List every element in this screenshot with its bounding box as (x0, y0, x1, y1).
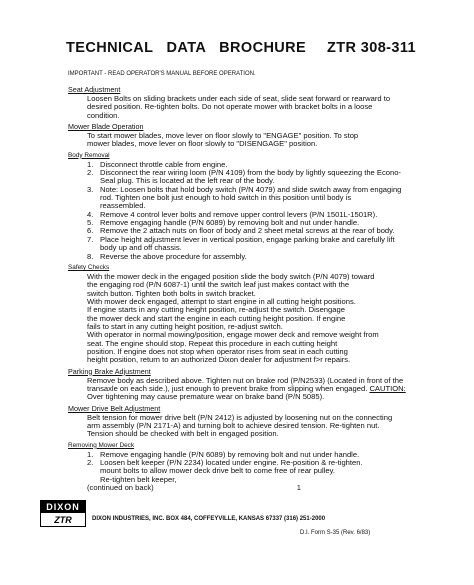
text-line: Remove 4 control lever bolts and remove upper control levers (P/N 1501L-1501R). (100, 209, 378, 219)
section-safety-checks (60, 264, 428, 365)
item-number: 3. (87, 184, 94, 194)
section-text (87, 95, 428, 120)
section-text (87, 132, 428, 149)
list-item (87, 459, 428, 484)
text-line: height position, return to an authorized Dixon dealer for adjustment f>r repairs. (87, 355, 351, 365)
section-heading: Removing Mower Deck (68, 441, 135, 449)
item-number: 5. (87, 218, 94, 228)
company-address: DIXON INDUSTRIES, INC. BOX 484, COFFEYVILLE, KANSAS 67337 (316) 251-2000 (92, 516, 326, 522)
text-line: mount bolts to allow mower deck drive belt to come free of rear pulley. (100, 466, 335, 476)
text-line: Remove engaging handle (P/N 6089) by removing bolt and nut under handle. (100, 218, 360, 228)
text-line: Belt tension for mower drive belt (P/N 2412) is adjusted by loosening nut on the connecting (87, 412, 393, 422)
text-line: Loosen belt keeper (P/N 2234) located under engine. Re-position & re-tighten. (100, 458, 363, 468)
text-line: arm assembly (P/N 2171-A) and turning bolt to achieve desired tension. Re-tighten nut. (87, 421, 380, 430)
page-number: 1 (296, 483, 301, 493)
section-heading: Safety Checks (68, 263, 110, 271)
numbered-list (87, 161, 428, 261)
text-line: desired position. Re-tighten bolts. Do not operate mower with bracket bolts in a loose (87, 102, 373, 112)
section-text (87, 273, 428, 365)
item-number: 2. (87, 458, 94, 468)
logo-dixon-text: DIXON (41, 501, 85, 513)
text-line: reassembled. (100, 201, 146, 211)
section-heading: Seat Adjustment (68, 85, 121, 94)
item-number: 8. (87, 251, 94, 261)
text-line: With the mower deck in the engaged position slide the body switch (P/N 4079) toward (87, 271, 375, 281)
text-line: Remove the 2 attach nuts on floor of body and 2 sheet metal screws at the rear of body. (100, 226, 395, 236)
list-item (87, 186, 428, 211)
text-line: the mower deck and start the engine in each cutting height position. If engine (87, 313, 346, 323)
text-line: Remove engaging handle (P/N 6089) by removing bolt and nut under handle. (100, 449, 360, 459)
text-line: position. If engine does not stop when operator rises from seat in each cutting (87, 346, 348, 356)
text-line: fails to start in any cutting height position, re-adjust switch. (87, 321, 283, 331)
text-line: mower blades, move lever on floor slowly to "DISENGAGE" position. (87, 139, 318, 149)
text-line: Place height adjustment lever in vertical position, engage parking brake and carefully lift (100, 234, 395, 244)
text-line: If engine starts in any cutting height position, re-adjust the switch. Disengage (87, 305, 345, 315)
item-number: 6. (87, 226, 94, 236)
section-heading: Parking Brake Adjustment (68, 366, 151, 376)
continued-row (87, 484, 301, 492)
caution-label: CAUTION: (369, 383, 406, 393)
item-number: 2. (87, 168, 94, 178)
form-number: D.I. Form S-35 (Rev. 6/83) (300, 530, 371, 536)
text-line: Note: Loosen bolts that hold body switch (P/N 4079) and slide switch away from engaging (100, 184, 402, 194)
item-text (100, 459, 428, 484)
section-heading: Mower Drive Belt Adjustment (68, 403, 161, 413)
text-line: seat. The engine should stop. Repeat this procedure in each cutting height (87, 338, 338, 348)
text-line: Disconnect the rear wiring loom (P/N 4109) from the body by lightly squeezing the Econo- (100, 168, 401, 178)
section-mower-blade-operation (60, 123, 428, 149)
section-heading: Body Removal (68, 151, 110, 159)
item-text (100, 236, 428, 253)
text-line: Tension should be checked with belt in engaged position. (87, 429, 279, 439)
text-line: Loosen Bolts on sliding brackets under each side of seat, slide seat forward or rearward to (87, 94, 391, 103)
model-number: ZTR 308-311 (326, 40, 416, 56)
text-line: To start mower blades, move lever on floor slowly to "ENGAGE" position. To stop (87, 131, 359, 141)
item-number: 7. (87, 234, 94, 244)
item-number: 1. (87, 159, 94, 169)
section-text (87, 377, 428, 402)
text-line: the engaging rod (P/N 6087-1) until the switch leaf just makes contact with the (87, 280, 350, 290)
section-body-removal (60, 152, 428, 261)
text-line: With mower deck engaged, attempt to start engine in all cutting height positions. (87, 296, 356, 306)
text-line: Disconnect throttle cable from engine. (100, 159, 228, 169)
text-line: Seal plug. This is located at the left rear of the body. (100, 176, 275, 186)
item-number: 4. (87, 209, 94, 219)
item-text (100, 186, 428, 211)
text-line: Re-tighten belt keeper, (100, 474, 177, 484)
item-text (100, 253, 428, 261)
text-line: condition. (87, 110, 120, 120)
item-text (100, 169, 428, 186)
list-item (87, 253, 428, 261)
text-line: rod. Tighten one bolt just enough to hold switch in this position until body is (100, 193, 352, 203)
text-line: switch button. Tighten both bolts in switch bracket. (87, 288, 256, 298)
dixon-ztr-logo (40, 500, 86, 527)
text-line: Reverse the above procedure for assembly. (100, 251, 247, 261)
section-text (87, 414, 428, 439)
text-line: body up and off chassis. (100, 243, 182, 253)
text-line: Over tightening may cause premature wear on brake band (P/N 5085). (87, 392, 325, 402)
text-line: Remove body as described above. Tighten nut on brake rod (P/N2533) (Located in front of the (87, 375, 404, 385)
section-drive-belt (60, 405, 428, 439)
section-parking-brake (60, 368, 428, 402)
logo-ztr-text: ZTR (54, 515, 72, 525)
list-item (87, 236, 428, 253)
numbered-list (87, 451, 428, 484)
document-title: TECHNICAL DATA BROCHURE (66, 40, 307, 56)
section-seat-adjustment (60, 86, 428, 120)
content-body (60, 86, 428, 492)
page-header (66, 40, 416, 62)
text-span: transaxle on each side.), just enough to prevent brake from slipping when engaged. (87, 383, 368, 393)
section-heading: Mower Blade Operation (68, 122, 144, 132)
section-removing-deck (60, 442, 428, 493)
important-notice: IMPORTANT - READ OPERATOR'S MANUAL BEFORE OPERATION. (68, 71, 256, 77)
continued-note: (continued on back) (87, 483, 154, 493)
list-item (87, 169, 428, 186)
item-number: 1. (87, 449, 94, 459)
text-line: With operator in normal mowing/position, engage mower deck and remove weight from (87, 330, 379, 340)
